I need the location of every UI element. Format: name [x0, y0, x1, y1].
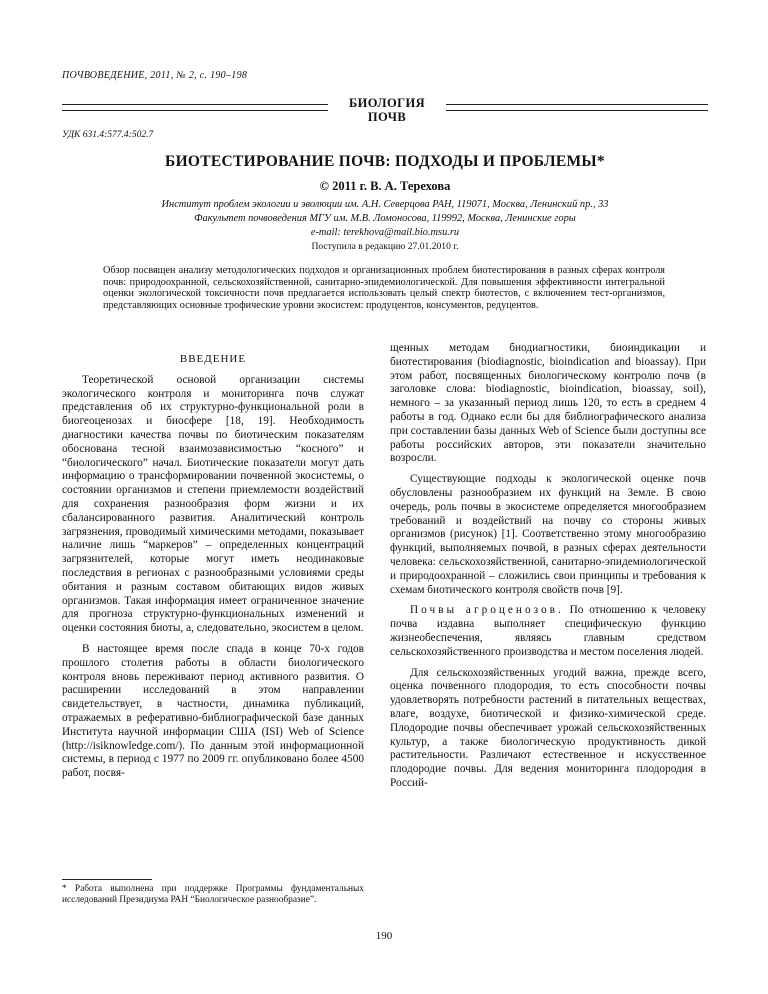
header-rule-left: [62, 104, 328, 105]
header-rule-lower-left: [62, 110, 328, 111]
footnote-rule: [62, 879, 152, 880]
right-paragraph-3-text: По отношению к человеку почва издавна выполняет специфическую функцию жизнеобеспечения, являясь главным средством сельскохозяйственного производства и местом поселения людей.: [390, 604, 706, 658]
section-title-line1: БИОЛОГИЯ: [348, 96, 426, 110]
journal-reference: ПОЧВОВЕДЕНИЕ, 2011, № 2, с. 190–198: [62, 70, 248, 81]
page-number: 190: [375, 930, 393, 942]
introduction-heading: ВВЕДЕНИЕ: [179, 353, 247, 365]
right-paragraph-4: Для сельскохозяйственных угодий важна, прежде всего, оценка почвенного плодородия, то есть способности почвы удовлетворять потребности растений в питательных веществах, влаге, воздухе, биотической и физико-химической среде. Плодородие почвы обеспечивает урожай сельскохозяйственных культур, а также биологическую продуктивность дикой растительности. Различают естественное и искусственное плодородие почвы. Для ведения мониторинга плодородия в Россий-: [390, 666, 706, 789]
received-date: Поступила в редакцию 27.01.2010 г.: [311, 241, 459, 252]
header-rule-right: [446, 104, 708, 105]
affiliation-1: Институт проблем экологии и эволюции им. А.Н. Северцова РАН, 119071, Москва, Ленинский пр., 33: [161, 199, 609, 210]
left-column: [62, 353, 364, 781]
right-paragraph-1: щенных методам биодиагностики, биоиндикации и биотестирования (biodiagnostic, bioindication and bioassay). При этом работ, посвященных биологическому контролю почв (в заголовке слова: biodiagnostic, bioindication, bioassay, soil), немного – за указанный период лишь 120, то есть в среднем 4 работы в год. Однако если бы для библиографического анализа при составлении базы данных Web of Science были доступны все работы российских авторов, эти показатели значительно возросли.: [390, 342, 706, 465]
affiliation-2: Факультет почвоведения МГУ им. М.В. Ломоносова, 119992, Москва, Ленинские горы: [194, 213, 576, 224]
right-paragraph-2: Существующие подходы к экологической оценке почв обусловлены разнообразием их функций на Земле. В свою очередь, роль почвы в экосистеме определяется многообразием требований и воздействий на почву со стороны живых организмов (рисунок) [1]. Соответственно этому многообразию функций, выполняемых почвой, в разных сферах деятельности человека: сельскохозяйственной, санитарно-эпидемиологической и природоохранной – сложились свои принципы и требования к схемам биотического контроля свойств почв [9].: [390, 473, 706, 596]
author-email: e-mail: terekhova@mail.bio.msu.ru: [310, 227, 460, 238]
udk-code: УДК 631.4:577.4:502.7: [62, 130, 154, 140]
copyright-author: © 2011 г. В. А. Терехова: [319, 179, 451, 193]
footnote: * Работа выполнена при поддержке Программы фундаментальных исследований Президиума РАН “Биологическое разнообразие”.: [62, 884, 364, 905]
section-title-line2: ПОЧВ: [367, 110, 407, 124]
subsection-lead: Почвы агроценозов.: [410, 604, 564, 617]
article-title: БИОТЕСТИРОВАНИЕ ПОЧВ: ПОДХОДЫ И ПРОБЛЕМЫ*: [165, 153, 605, 170]
left-paragraph-1: Теоретической основой организации системы экологического контроля и мониторинга почв служат представления об их структурно-функциональной роли в биогеоценозах и биосфере [18, 19]. Необходимость диагностики качества почвы по биотическим показателям обоснована тесной взаимозависимостью “косного” и “биологического” начал. Биотические показатели могут дать информацию о трансформировании почвенной экосистемы, о состоянии организмов и степени приемлемости воздействий для сохранения разнообразия форм жизни и их сбалансированного развития. Аналитический контроль загрязнения, проводимый химическими методами, показывает наличие лишь “маркеров” – определенных концентраций загрязнителей, которые могут иметь неодинаковые последствия в регионах с разнообразными условиями среды обитания и разным составом обитающих видов живых организмов. Такая информация имеет ограниченное значение для прогноза структурно-функциональных изменений и оценки состояния биоты, а, следовательно, экосистем в целом.: [62, 373, 364, 635]
abstract: Обзор посвящен анализу методологических подходов и организационных проблем биотестирования в разных сферах контроля почв: природоохранной, сельскохозяйственной, санитарно-эпидемиологической. Для повышения эффективности интегральной оценки экологической токсичности почв предлагается использовать целый спектр биотестов, с включением тест-организмов, представляющих основные трофические уровни экосистем: продуцентов, консументов, редуцентов.: [103, 265, 665, 311]
left-paragraph-2: В настоящее время после спада в конце 70-х годов прошлого столетия работы в области биологического контроля вновь переживают период активного развития. О расширении исследований в этом направлении свидетельствует, в частности, динамика публикаций, отражаемых в реферативно-библиографической базе данных Института научной информации США (ISI) Web of Science (http://isiknowledge.com/). По данным этой информационной системы, в период с 1977 по 2009 гг. опубликовано более 4500 работ, посвя-: [62, 642, 364, 780]
section-title: [330, 96, 444, 124]
header-rule-lower-right: [446, 110, 708, 111]
right-paragraph-3: [390, 604, 706, 659]
right-column: [390, 342, 706, 791]
